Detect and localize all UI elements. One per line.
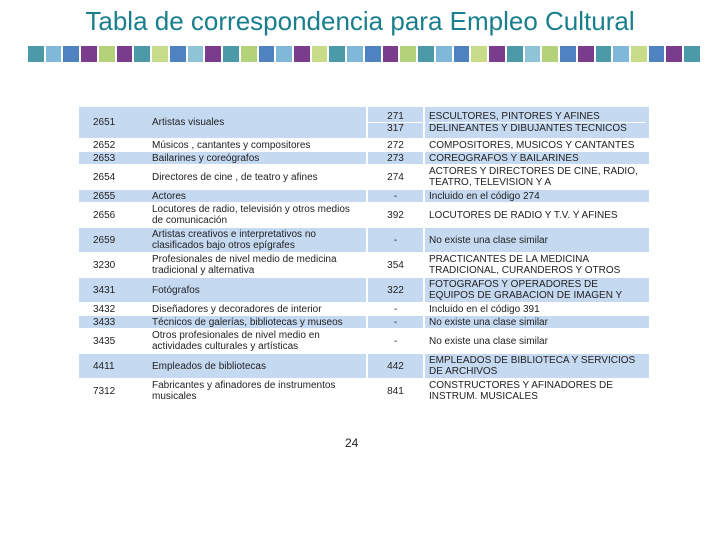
class-number: 272 (367, 139, 424, 152)
stripe-segment (666, 46, 682, 62)
table-row (79, 190, 649, 203)
stripe-segment (631, 46, 647, 62)
class-name: Incluido en el código 391 (424, 303, 649, 316)
occupation-code: 2653 (79, 152, 148, 165)
class-number: 392 (367, 203, 424, 228)
stripe-segment (489, 46, 505, 62)
table-row (79, 203, 649, 228)
class-number (367, 107, 424, 139)
stripe-segment (170, 46, 186, 62)
stripe-segment (471, 46, 487, 62)
stripe-segment (205, 46, 221, 62)
class-number-primary: 271 (387, 111, 404, 122)
stripe-segment (312, 46, 328, 62)
class-name: FOTOGRAFOS Y OPERADORES DE EQUIPOS DE GRABACION DE IMAGEN Y (424, 278, 649, 303)
occupation-description: Bailarines y coreógrafos (148, 152, 367, 165)
stripe-segment (560, 46, 576, 62)
stripe-segment (99, 46, 115, 62)
stripe-segment (418, 46, 434, 62)
occupation-code: 2659 (79, 228, 148, 253)
class-number: 442 (367, 354, 424, 379)
table-row (79, 278, 649, 303)
occupation-code: 3435 (79, 329, 148, 354)
stripe-segment (578, 46, 594, 62)
table-row (79, 165, 649, 190)
class-name (424, 107, 649, 139)
occupation-description: Otros profesionales de nivel medio en actividades culturales y artísticas (148, 329, 367, 354)
stripe-segment (542, 46, 558, 62)
stripe-segment (134, 46, 150, 62)
class-number: 322 (367, 278, 424, 303)
table-row (79, 329, 649, 354)
occupation-description: Empleados de bibliotecas (148, 354, 367, 379)
table-row (79, 303, 649, 316)
class-number: - (367, 316, 424, 329)
stripe-segment (365, 46, 381, 62)
stripe-segment (400, 46, 416, 62)
table-row (79, 316, 649, 329)
occupation-description: Artistas visuales (148, 107, 367, 139)
stripe-segment (259, 46, 275, 62)
stripe-segment (241, 46, 257, 62)
table-row (79, 139, 649, 152)
class-number: - (367, 228, 424, 253)
stripe-segment (454, 46, 470, 62)
table-row (79, 379, 649, 404)
occupation-code: 2654 (79, 165, 148, 190)
table-row (79, 152, 649, 165)
occupation-description: Locutores de radio, televisión y otros medios de comunicación (148, 203, 367, 228)
stripe-segment (525, 46, 541, 62)
occupation-code: 3432 (79, 303, 148, 316)
table-row (79, 107, 649, 139)
stripe-segment (383, 46, 399, 62)
stripe-segment (436, 46, 452, 62)
stripe-segment (81, 46, 97, 62)
stripe-segment (117, 46, 133, 62)
class-name: No existe una clase similar (424, 228, 649, 253)
class-name: EMPLEADOS DE BIBLIOTECA Y SERVICIOS DE ARCHIVOS (424, 354, 649, 379)
class-name: Incluido en el código 274 (424, 190, 649, 203)
decorative-color-stripe (28, 46, 700, 62)
stripe-segment (294, 46, 310, 62)
class-name-primary: ESCULTORES, PINTORES Y AFINES (429, 111, 600, 122)
class-number: - (367, 329, 424, 354)
occupation-description: Directores de cine , de teatro y afines (148, 165, 367, 190)
stripe-segment (347, 46, 363, 62)
occupation-description: Fotógrafos (148, 278, 367, 303)
class-number: 273 (367, 152, 424, 165)
stripe-segment (28, 46, 44, 62)
class-number: - (367, 303, 424, 316)
stripe-segment (63, 46, 79, 62)
table-row (79, 228, 649, 253)
class-name-secondary: DELINEANTES Y DIBUJANTES TECNICOS (429, 122, 645, 134)
class-number: 841 (367, 379, 424, 404)
occupation-description: Artistas creativos e interpretativos no clasificados bajo otros epígrafes (148, 228, 367, 253)
occupation-code: 3431 (79, 278, 148, 303)
occupation-code: 2656 (79, 203, 148, 228)
occupation-code: 7312 (79, 379, 148, 404)
occupation-description: Actores (148, 190, 367, 203)
stripe-segment (329, 46, 345, 62)
slide-title: Tabla de correspondencia para Empleo Cultural (85, 6, 635, 36)
class-number: 354 (367, 253, 424, 278)
class-name: COMPOSITORES, MUSICOS Y CANTANTES (424, 139, 649, 152)
table-row (79, 253, 649, 278)
occupation-code: 3230 (79, 253, 148, 278)
class-name: ACTORES Y DIRECTORES DE CINE, RADIO, TEATRO, TELEVISION Y A (424, 165, 649, 190)
stripe-segment (188, 46, 204, 62)
occupation-description: Fabricantes y afinadores de instrumentos musicales (148, 379, 367, 404)
stripe-segment (46, 46, 62, 62)
stripe-segment (276, 46, 292, 62)
occupation-code: 4411 (79, 354, 148, 379)
stripe-segment (507, 46, 523, 62)
class-name: No existe una clase similar (424, 329, 649, 354)
class-name: PRACTICANTES DE LA MEDICINA TRADICIONAL, CURANDEROS Y OTROS (424, 253, 649, 278)
class-name: LOCUTORES DE RADIO Y T.V. Y AFINES (424, 203, 649, 228)
occupation-description: Técnicos de galerías, bibliotecas y museos (148, 316, 367, 329)
table-row (79, 354, 649, 379)
stripe-segment (613, 46, 629, 62)
occupation-description: Diseñadores y decoradores de interior (148, 303, 367, 316)
occupation-description: Profesionales de nivel medio de medicina tradicional y alternativa (148, 253, 367, 278)
class-number-secondary: 317 (368, 122, 423, 134)
class-name: COREOGRAFOS Y BAILARINES (424, 152, 649, 165)
occupation-code: 2655 (79, 190, 148, 203)
occupation-description: Músicos , cantantes y compositores (148, 139, 367, 152)
class-number: - (367, 190, 424, 203)
class-number: 274 (367, 165, 424, 190)
occupation-code: 2652 (79, 139, 148, 152)
stripe-segment (223, 46, 239, 62)
stripe-segment (684, 46, 700, 62)
occupation-code: 3433 (79, 316, 148, 329)
stripe-segment (649, 46, 665, 62)
occupation-code: 2651 (79, 107, 148, 139)
page-number: 24 (345, 436, 359, 450)
class-name: No existe una clase similar (424, 316, 649, 329)
stripe-segment (152, 46, 168, 62)
stripe-segment (596, 46, 612, 62)
correspondence-table (79, 106, 649, 404)
class-name: CONSTRUCTORES Y AFINADORES DE INSTRUM. MUSICALES (424, 379, 649, 404)
